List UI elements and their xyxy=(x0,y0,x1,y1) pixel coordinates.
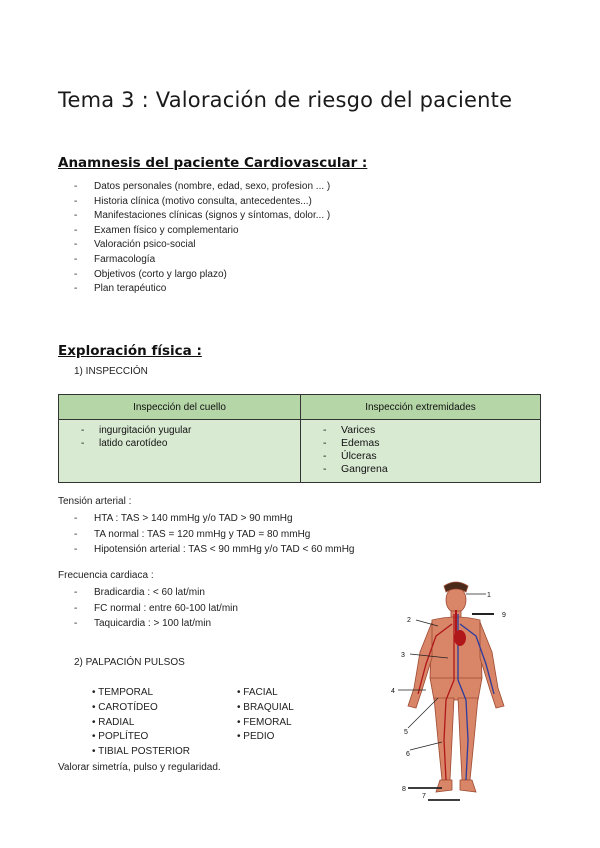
list-item: - Manifestaciones clínicas (signos y síntomas, dolor... ) xyxy=(74,209,330,224)
list-item: - Úlceras xyxy=(323,450,540,463)
anamnesis-heading: Anamnesis del paciente Cardiovascular : xyxy=(58,155,368,171)
list-item: - Edemas xyxy=(323,437,540,450)
list-item: - Hipotensión arterial : TAS < 90 mmHg y/o TAD < 60 mmHg xyxy=(74,542,354,558)
figure-label-9: 9 xyxy=(502,612,506,619)
tension-list xyxy=(74,511,354,558)
list-item: • FACIAL xyxy=(237,687,278,698)
table-header-cuello: Inspección del cuello xyxy=(59,395,301,420)
list-item: - Farmacología xyxy=(74,253,330,268)
list-item: - HTA : TAS > 140 mmHg y/o TAD > 90 mmHg xyxy=(74,511,354,527)
figure-label-8: 8 xyxy=(402,786,406,793)
list-item: - latido carotídeo xyxy=(81,437,300,450)
anamnesis-list xyxy=(74,180,330,297)
anatomy-figure xyxy=(386,580,526,805)
list-item: • POPLÍTEO xyxy=(92,731,149,743)
list-item: - Valoración psico-social xyxy=(74,238,330,253)
list-item: • BRAQUIAL xyxy=(237,701,294,713)
palpacion-label: 2) PALPACIÓN PULSOS xyxy=(74,657,185,668)
list-item: • CAROTÍDEO xyxy=(92,701,158,713)
exploracion-heading: Exploración física : xyxy=(58,343,202,359)
list-item: • PEDIO xyxy=(237,731,275,743)
table-cell-cuello xyxy=(59,420,301,483)
list-item: - Taquicardia : > 100 lat/min xyxy=(74,616,238,632)
list-item: • RADIAL xyxy=(92,716,135,728)
figure-label-4: 4 xyxy=(391,688,395,695)
figure-label-1: 1 xyxy=(487,592,491,599)
table-cell-extremidades xyxy=(301,420,541,483)
list-item: - Bradicardia : < 60 lat/min xyxy=(74,585,238,601)
inspeccion-label: 1) INSPECCIÓN xyxy=(74,366,148,377)
list-item: • TEMPORAL xyxy=(92,687,154,698)
list-item: - Gangrena xyxy=(323,463,540,476)
frecuencia-label: Frecuencia cardiaca : xyxy=(58,570,154,581)
list-item: - TA normal : TAS = 120 mmHg y TAD = 80 mmHg xyxy=(74,527,354,543)
list-item: • TIBIAL POSTERIOR xyxy=(92,746,190,758)
figure-label-3: 3 xyxy=(401,652,405,659)
list-item: - Examen físico y complementario xyxy=(74,224,330,239)
table-header-extremidades: Inspección extremidades xyxy=(301,395,541,420)
list-item: - Datos personales (nombre, edad, sexo, profesion ... ) xyxy=(74,180,330,195)
figure-label-5: 5 xyxy=(404,729,408,736)
frecuencia-list xyxy=(74,585,238,632)
list-item: - Historia clínica (motivo consulta, antecedentes...) xyxy=(74,195,330,210)
list-item: - Plan terapéutico xyxy=(74,282,330,297)
list-item: - FC normal : entre 60-100 lat/min xyxy=(74,601,238,617)
tension-label: Tensión arterial : xyxy=(58,496,132,507)
figure-label-7: 7 xyxy=(422,793,426,800)
list-item: - Varices xyxy=(323,424,540,437)
figure-label-2: 2 xyxy=(407,617,411,624)
page-title: Tema 3 : Valoración de riesgo del paciente xyxy=(58,88,513,112)
list-item: - ingurgitación yugular xyxy=(81,424,300,437)
figure-label-6: 6 xyxy=(406,751,410,758)
inspeccion-table xyxy=(58,394,541,483)
list-item: - Objetivos (corto y largo plazo) xyxy=(74,268,330,283)
list-item: • FEMORAL xyxy=(237,716,292,728)
pulses-list xyxy=(92,686,337,760)
palpacion-note: Valorar simetría, pulso y regularidad. xyxy=(58,762,221,773)
